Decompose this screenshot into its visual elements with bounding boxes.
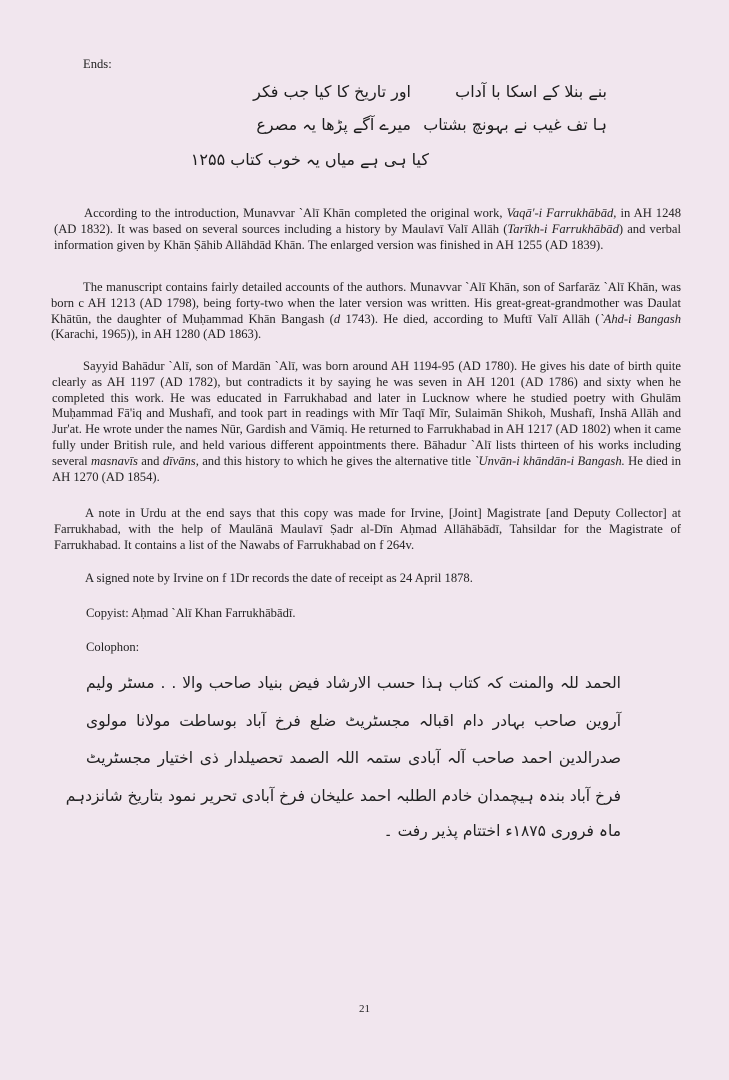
- paragraph-copyist: Copyist: Aḥmad `Alī Khan Farrukhābādī.: [86, 606, 296, 620]
- paragraph-manuscript: [51, 280, 681, 343]
- verse-line-2-right: ہا تف غیب نے بہونچ بشتاب: [423, 115, 607, 134]
- text: The manuscript contains fairly detailed accounts of the authors. Munavvar `Alī Khān, son of Sarfarāz `Alī Khān, was born c AH 1213 (AD 1798), being forty-two when the later version was written. His great-great-grandmother was Daulat Khātūn, the daughter of Muḥammad Khān Bangash (: [51, 280, 681, 326]
- verse-line-1-left: اور تاریخ کا کیا جب فکر: [253, 82, 411, 101]
- paragraph-introduction: [54, 206, 681, 253]
- colophon-line-5: ماہ فروری ۱۸۷۵ء اختتام پذیر رفت ۔: [383, 822, 621, 840]
- died-abbrev: d: [333, 311, 341, 326]
- text: in AH 1248 (AD 1832). It was based on several sources including a history by Maulavī Valī Allāh (: [54, 206, 681, 236]
- work-title: dīvāns: [162, 453, 196, 468]
- work-title: masnavīs: [91, 453, 138, 468]
- text: 1743). He died, according to Muftī Valī Allāh (: [340, 311, 600, 326]
- verse-line-1-right: بنے بنلا کے اسکا با آداب: [455, 82, 607, 101]
- text: and: [137, 453, 163, 468]
- paragraph-urdu-note: A note in Urdu at the end says that this copy was made for Irvine, [Joint] Magistrate [and Deputy Collector] at Farrukhabad, with the help of Maulānā Maulavī Ṣadr al-Dīn Aḥmad Allāhābādī, Tahsildar for the Magistrate of Farrukhabad. It contains a list of the Nawabs of Farrukhabad on f 264v.: [54, 506, 681, 552]
- text: He died in AH 1270 (AD 1854).: [52, 453, 681, 484]
- paragraph-bahadur-ali: [52, 359, 681, 485]
- colophon-line-3: صدرالدین احمد صاحب آلہ آبادی ستمہ اللہ الصمد تحصیلدار ذی اختیار مجسٹریٹ: [86, 749, 621, 767]
- work-title: `Unvān-i khāndān-i Bangash.: [474, 453, 625, 468]
- text: ) and verbal information given by Khān Ṣāhib Allāhdād Khān. The enlarged version was finished in AH 1255 (AD 1839).: [54, 221, 682, 252]
- verse-line-3: کیا ہی ہے میاں یہ خوب کتاب ۱۲۵۵: [190, 150, 429, 169]
- work-title: Tarīkh-i Farrukhābād: [507, 221, 619, 236]
- text: , and this history to which he gives the alternative title: [195, 453, 475, 468]
- text: According to the introduction, Munavvar `Alī Khān completed the original work,: [84, 206, 507, 220]
- page-number: 21: [359, 1003, 370, 1015]
- paragraph-signed-note: A signed note by Irvine on f 1Dr records the date of receipt as 24 April 1878.: [85, 571, 473, 585]
- colophon-line-1: الحمد للہ والمنت کہ کتاب ہذا حسب الارشاد فیض بنیاد صاحب والا . . مسٹر ولیم: [86, 674, 621, 692]
- colophon-line-2: آروین صاحب بہادر دام اقبالہ مجسٹریٹ ضلع فرخ آباد بوساطت مولانا مولوی: [86, 712, 621, 730]
- work-title: Vaqā'-i Farrukhābād,: [506, 206, 617, 220]
- ends-label: Ends:: [83, 57, 112, 71]
- colophon-line-4: فرخ آباد بندہ ہیچمدان خادم الطلبہ احمد علیخان فرخ آبادی تحریر نمود بتاریخ شانزدہم: [65, 787, 621, 805]
- verse-line-2-left: میرے آگے پڑھا یہ مصرع: [256, 115, 411, 134]
- text: (Karachi, 1965)), in AH 1280 (AD 1863).: [51, 327, 262, 342]
- work-title: `Ahd-i Bangash: [599, 311, 681, 326]
- colophon-label: Colophon:: [86, 640, 140, 654]
- text: Sayyid Bahādur `Alī, son of Mardān `Alī, was born around AH 1194-95 (AD 1780). He gives his date of birth quite clearly as AH 1197 (AD 1782), but contradicts it by saying he was seven in AH 1201 (AD 1786) and sixty when he completed this work. He was educated in Farrukhabad and later in Lucknow where he studied poetry with Ghulām Muḥammad Fā'iq and Mushafī, and took part in readings with Mīr Taqī Mīr, Sulaimān Shikoh, Mushafī, Inshā Allāh and Jur'at. He wrote under the names Nūr, Gardish and Vāmiq. He returned to Farrukhabad in AH 1217 (AD 1802) when it came fully under British rule, and held various different appointments there. Bāhadur `Alī lists thirteen of his works including several: [52, 359, 681, 468]
